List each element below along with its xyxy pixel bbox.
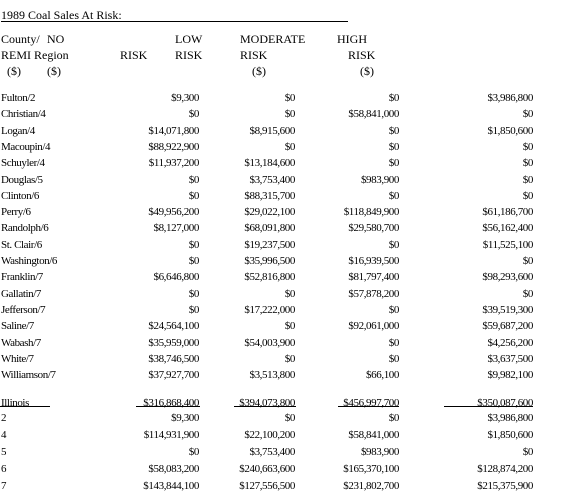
total-underline bbox=[338, 406, 399, 407]
row-label: Franklin/7 bbox=[1, 271, 43, 284]
cell-moderate-risk: $0 bbox=[388, 124, 399, 137]
cell-low-risk: $0 bbox=[284, 287, 295, 300]
cell-high-risk: $0 bbox=[522, 173, 533, 186]
cell-no-risk: $24,564,100 bbox=[148, 320, 199, 333]
document-title: 1989 Coal Sales At Risk: bbox=[1, 8, 122, 22]
cell-no-risk: $9,300 bbox=[171, 412, 199, 424]
table-row bbox=[0, 479, 577, 495]
cell-low-risk: $3,513,800 bbox=[249, 369, 295, 382]
row-label: Clinton/6 bbox=[1, 189, 39, 202]
cell-moderate-risk: $0 bbox=[388, 157, 399, 170]
row-label: 4 bbox=[1, 429, 7, 441]
cell-high-risk: $0 bbox=[522, 287, 533, 300]
header-no: NO bbox=[47, 32, 65, 46]
cell-high-risk: $1,850,600 bbox=[487, 124, 533, 137]
cell-moderate-risk: $66,100 bbox=[366, 369, 399, 382]
header-county: County/ bbox=[1, 32, 40, 46]
row-label: Saline/7 bbox=[1, 320, 34, 333]
row-label: 6 bbox=[1, 463, 7, 475]
row-label: Macoupin/4 bbox=[1, 140, 51, 153]
cell-no-risk: $0 bbox=[188, 108, 199, 121]
table-row bbox=[0, 428, 577, 444]
cell-high-risk: $11,525,100 bbox=[482, 238, 533, 251]
cell-high-risk: $3,637,500 bbox=[487, 352, 533, 365]
row-label: Jefferson/7 bbox=[1, 303, 46, 316]
table-row bbox=[0, 336, 577, 352]
cell-high-risk: $0 bbox=[522, 140, 533, 153]
table-row bbox=[0, 270, 577, 286]
table-row bbox=[0, 352, 577, 368]
table-row bbox=[0, 189, 577, 205]
row-label: 7 bbox=[1, 480, 7, 492]
table-row bbox=[0, 205, 577, 221]
cell-high-risk: $0 bbox=[522, 108, 533, 121]
cell-high-risk: $56,162,400 bbox=[482, 222, 533, 235]
cell-no-risk: $9,300 bbox=[171, 92, 199, 104]
cell-low-risk: $8,915,600 bbox=[249, 124, 295, 137]
cell-moderate-risk: $0 bbox=[388, 303, 399, 316]
table-row bbox=[0, 445, 577, 461]
cell-no-risk: $11,937,200 bbox=[148, 157, 199, 170]
cell-moderate-risk: $983,900 bbox=[360, 173, 399, 186]
cell-no-risk: $35,959,000 bbox=[148, 336, 199, 349]
total-underline bbox=[0, 406, 50, 407]
cell-moderate-risk: $58,841,000 bbox=[348, 429, 399, 441]
table-row bbox=[0, 140, 577, 156]
cell-no-risk: $114,931,900 bbox=[143, 429, 199, 441]
cell-low-risk: $54,003,900 bbox=[244, 336, 295, 349]
cell-moderate-risk: $81,797,400 bbox=[348, 271, 399, 284]
cell-no-risk: $14,071,800 bbox=[148, 124, 199, 137]
header-risk-high: RISK bbox=[348, 48, 376, 62]
cell-high-risk: $3,986,800 bbox=[487, 92, 533, 104]
cell-high-risk: $0 bbox=[522, 189, 533, 202]
cell-no-risk: $37,927,700 bbox=[148, 369, 199, 382]
cell-no-risk: $49,956,200 bbox=[148, 206, 199, 219]
cell-low-risk: $240,663,600 bbox=[239, 463, 295, 475]
table-row bbox=[0, 303, 577, 319]
row-label: 5 bbox=[1, 446, 7, 458]
row-label: 2 bbox=[1, 412, 7, 424]
cell-moderate-risk: $0 bbox=[388, 336, 399, 349]
cell-no-risk: $0 bbox=[188, 173, 199, 186]
table-row bbox=[0, 396, 577, 412]
cell-no-risk: $0 bbox=[188, 189, 199, 202]
cell-high-risk: $9,982,100 bbox=[487, 369, 533, 382]
row-label: St. Clair/6 bbox=[1, 238, 42, 251]
cell-low-risk: $3,753,400 bbox=[249, 173, 295, 186]
header-high: HIGH bbox=[337, 32, 367, 46]
cell-moderate-risk: $29,580,700 bbox=[348, 222, 399, 235]
cell-low-risk: $68,091,800 bbox=[244, 222, 295, 235]
cell-moderate-risk: $0 bbox=[388, 189, 399, 202]
cell-moderate-risk: $0 bbox=[388, 140, 399, 153]
cell-low-risk: $88,315,700 bbox=[244, 189, 295, 202]
cell-no-risk: $316,868,400 bbox=[143, 397, 199, 409]
cell-moderate-risk: $0 bbox=[388, 92, 399, 104]
cell-high-risk: $59,687,200 bbox=[482, 320, 533, 333]
table-row bbox=[0, 124, 577, 140]
row-label: Douglas/5 bbox=[1, 173, 43, 186]
table-row bbox=[0, 221, 577, 237]
header-remi-region: REMI Region bbox=[1, 48, 69, 62]
cell-moderate-risk: $16,939,500 bbox=[348, 255, 399, 267]
cell-no-risk: $0 bbox=[188, 255, 199, 267]
header-dollar-4: ($) bbox=[360, 64, 374, 78]
row-label: White/7 bbox=[1, 352, 34, 365]
row-label: Wabash/7 bbox=[1, 336, 41, 349]
cell-low-risk: $0 bbox=[284, 320, 295, 333]
total-underline bbox=[136, 406, 200, 407]
cell-low-risk: $17,222,000 bbox=[244, 303, 295, 316]
cell-high-risk: $128,874,200 bbox=[477, 463, 533, 475]
cell-low-risk: $52,816,800 bbox=[244, 271, 295, 284]
cell-low-risk: $35,996,500 bbox=[244, 255, 295, 267]
row-label: Randolph/6 bbox=[1, 222, 49, 235]
cell-high-risk: $3,986,800 bbox=[487, 412, 533, 424]
cell-low-risk: $0 bbox=[284, 92, 295, 104]
cell-no-risk: $143,844,100 bbox=[143, 480, 199, 492]
cell-moderate-risk: $231,802,700 bbox=[343, 480, 399, 492]
cell-moderate-risk: $92,061,000 bbox=[348, 320, 399, 333]
cell-moderate-risk: $0 bbox=[388, 238, 399, 251]
cell-low-risk: $19,237,500 bbox=[244, 238, 295, 251]
row-label: Perry/6 bbox=[1, 206, 31, 219]
title-underline bbox=[1, 21, 348, 22]
cell-high-risk: $39,519,300 bbox=[482, 303, 533, 316]
header-low: LOW bbox=[175, 32, 203, 46]
row-label: Washington/6 bbox=[1, 255, 58, 267]
row-label: Christian/4 bbox=[1, 108, 46, 121]
table-row bbox=[0, 156, 577, 172]
cell-low-risk: $22,100,200 bbox=[244, 429, 295, 441]
cell-moderate-risk: $983,900 bbox=[360, 446, 399, 458]
table-row bbox=[0, 287, 577, 303]
cell-moderate-risk: $456,997,700 bbox=[343, 397, 399, 409]
header-risk-moderate: RISK bbox=[240, 48, 268, 62]
cell-high-risk: $1,850,600 bbox=[487, 429, 533, 441]
cell-low-risk: $0 bbox=[284, 108, 295, 121]
cell-no-risk: $88,922,900 bbox=[148, 140, 199, 153]
cell-high-risk: $0 bbox=[522, 255, 533, 267]
table-row bbox=[0, 173, 577, 189]
cell-low-risk: $0 bbox=[284, 412, 295, 424]
table-row bbox=[0, 319, 577, 335]
cell-moderate-risk: $0 bbox=[388, 412, 399, 424]
cell-no-risk: $0 bbox=[188, 303, 199, 316]
cell-high-risk: $0 bbox=[522, 446, 533, 458]
cell-no-risk: $58,083,200 bbox=[148, 463, 199, 475]
table-row bbox=[0, 411, 577, 427]
table-row bbox=[0, 368, 577, 384]
cell-high-risk: $4,256,200 bbox=[487, 336, 533, 349]
header-dollar-3: ($) bbox=[252, 64, 266, 78]
cell-low-risk: $13,184,600 bbox=[244, 157, 295, 170]
cell-no-risk: $38,746,500 bbox=[148, 352, 199, 365]
cell-moderate-risk: $0 bbox=[388, 352, 399, 365]
cell-no-risk: $8,127,000 bbox=[153, 222, 199, 235]
cell-high-risk: $98,293,600 bbox=[482, 271, 533, 284]
row-label: Logan/4 bbox=[1, 124, 35, 137]
table-row bbox=[0, 107, 577, 123]
cell-no-risk: $0 bbox=[188, 287, 199, 300]
table-row bbox=[0, 462, 577, 478]
cell-no-risk: $0 bbox=[188, 446, 199, 458]
total-underline bbox=[234, 406, 296, 407]
row-label: Fulton/2 bbox=[1, 92, 36, 104]
header-risk-no: RISK bbox=[120, 48, 148, 62]
cell-low-risk: $0 bbox=[284, 352, 295, 365]
header-dollar-1: ($) bbox=[7, 64, 21, 78]
total-underline bbox=[444, 406, 533, 407]
row-label: Williamson/7 bbox=[1, 369, 56, 382]
cell-high-risk: $215,375,900 bbox=[477, 480, 533, 492]
cell-high-risk: $350,087,600 bbox=[477, 397, 533, 409]
cell-low-risk: $0 bbox=[284, 140, 295, 153]
cell-no-risk: $6,646,800 bbox=[153, 271, 199, 284]
cell-low-risk: $3,753,400 bbox=[249, 446, 295, 458]
cell-moderate-risk: $57,878,200 bbox=[348, 287, 399, 300]
header-dollar-2: ($) bbox=[47, 64, 61, 78]
header-risk-low: RISK bbox=[175, 48, 203, 62]
cell-high-risk: $0 bbox=[522, 157, 533, 170]
cell-low-risk: $127,556,500 bbox=[239, 480, 295, 492]
cell-low-risk: $394,073,800 bbox=[239, 397, 295, 409]
cell-moderate-risk: $165,370,100 bbox=[343, 463, 399, 475]
cell-moderate-risk: $118,849,900 bbox=[343, 206, 399, 219]
cell-no-risk: $0 bbox=[188, 238, 199, 251]
header-moderate: MODERATE bbox=[240, 32, 306, 46]
row-label: Illinois bbox=[1, 397, 29, 409]
cell-low-risk: $29,022,100 bbox=[244, 206, 295, 219]
row-label: Schuyler/4 bbox=[1, 157, 45, 170]
table-row bbox=[0, 91, 577, 107]
cell-moderate-risk: $58,841,000 bbox=[348, 108, 399, 121]
table-row bbox=[0, 238, 577, 254]
table-row bbox=[0, 254, 577, 270]
row-label: Gallatin/7 bbox=[1, 287, 41, 300]
cell-high-risk: $61,186,700 bbox=[482, 206, 533, 219]
